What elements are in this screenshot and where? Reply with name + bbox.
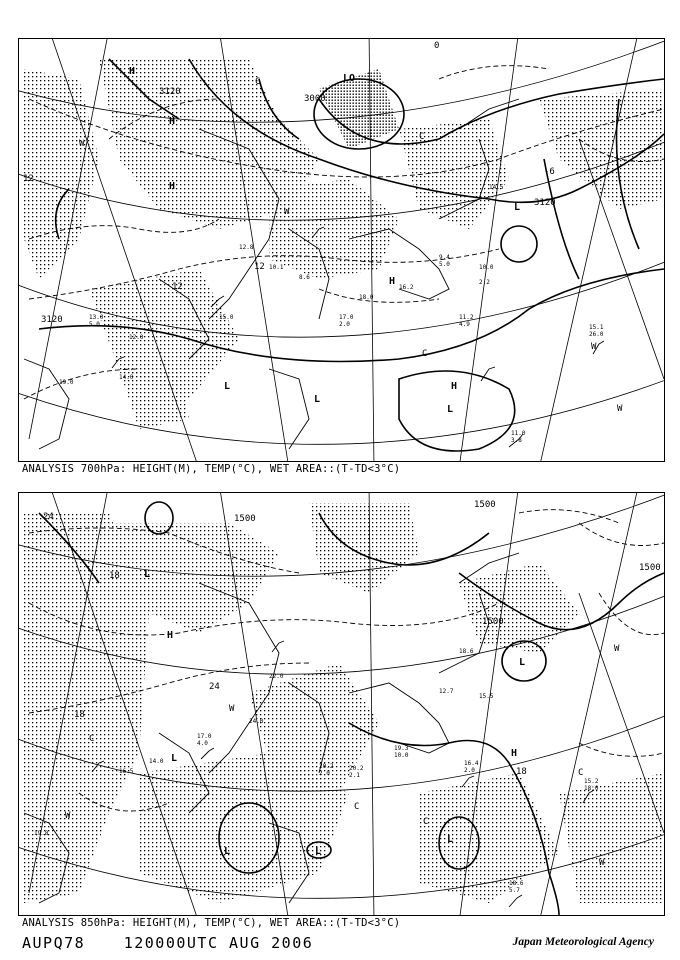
svg-text:15.1: 15.1 [589,324,604,331]
svg-text:5.0: 5.0 [89,321,100,328]
low-center: L [514,202,521,213]
contour-label: 1500 [482,617,504,627]
svg-text:5.7: 5.7 [509,887,520,894]
svg-text:17.0: 17.0 [339,314,354,321]
svg-text:8.6: 8.6 [299,274,310,281]
contour-label: 12 [172,282,183,292]
svg-text:19.8: 19.8 [34,830,49,837]
cold-center: C [419,132,425,142]
svg-text:24.0: 24.0 [249,718,264,725]
cold-center: C [578,768,584,778]
svg-text:10.0: 10.0 [479,264,494,271]
map-panel-700hpa [18,38,665,462]
contour-label: 1500 [639,563,661,573]
high-center: H [169,181,176,192]
high-center: H [167,630,174,641]
chart-title: AUPQ78 [22,934,86,952]
svg-text:20.2: 20.2 [349,765,364,772]
svg-text:3.8: 3.8 [511,437,522,444]
map-svg-850hpa [19,493,664,915]
svg-text:16.5: 16.5 [119,768,134,775]
contour-label: 24 [209,682,220,692]
low-center: L [315,846,322,857]
svg-text:19.0: 19.0 [59,379,74,386]
warm-center: W [65,811,71,821]
cold-center: C [89,734,95,744]
svg-text:2.0: 2.0 [464,767,475,774]
svg-text:15.5: 15.5 [479,693,494,700]
low-center: L [519,657,526,668]
warm-center: W [79,139,85,149]
contour-label: 3120 [159,87,181,97]
svg-text:10.0: 10.0 [394,752,409,759]
svg-text:4.9: 4.9 [459,321,470,328]
svg-text:2.1: 2.1 [349,772,360,779]
svg-text:2.0: 2.0 [339,321,350,328]
svg-text:2.2: 2.2 [479,279,490,286]
svg-text:17.0: 17.0 [197,733,212,740]
svg-text:18.0: 18.0 [359,294,374,301]
low-center: L [314,394,321,405]
wet-area-stipple [24,503,664,903]
low-center: L [224,381,231,392]
svg-text:2.0: 2.0 [319,770,330,777]
svg-text:14.0: 14.0 [149,758,164,765]
cold-center: C [354,802,360,812]
svg-text:16.4: 16.4 [464,760,479,767]
svg-text:11.0: 11.0 [511,430,526,437]
svg-text:26.0: 26.0 [589,331,604,338]
contour-label: 18 [516,767,527,777]
warm-center: W [617,404,623,414]
contour-label: 1500 [234,514,256,524]
warm-center: W [284,207,290,217]
svg-text:12.7: 12.7 [439,688,454,695]
low-center: L [447,404,454,415]
high-center: H [169,116,176,127]
map-panel-850hpa [18,492,665,916]
agency-name: Japan Meteorological Agency [512,936,654,948]
low-center: L [144,569,151,580]
svg-text:13.0: 13.0 [89,314,104,321]
contour-label: 18 [74,710,85,720]
contour-label: 24 [43,512,54,522]
svg-text:15.2: 15.2 [584,778,599,785]
warm-center: W [229,704,235,714]
cold-center: C [423,817,429,827]
low-center: L [171,753,178,764]
contour-label: -6 [544,167,555,177]
svg-text:14.0: 14.0 [119,374,134,381]
svg-text:4.0: 4.0 [197,740,208,747]
contour-label: 3120 [41,315,63,325]
svg-text:22.0: 22.0 [269,673,284,680]
warm-center: W [614,644,620,654]
warm-center: W [599,858,605,868]
contour-label: 3120 [534,198,556,208]
svg-text:18.6: 18.6 [459,648,474,655]
contour-label: 0 [434,41,440,51]
contour-label: 18 [109,571,120,581]
warm-center: W [591,342,597,352]
svg-text:20.2: 20.2 [319,763,334,770]
svg-text:18.0: 18.0 [584,785,599,792]
low-center: L [447,834,454,845]
svg-text:12.8: 12.8 [239,244,254,251]
high-center: H [451,381,458,392]
high-center: H [511,748,518,759]
caption-850hpa: ANALYSIS 850hPa: HEIGHT(M), TEMP(°C), WET AREA::(T-TD<3°C) [22,917,401,929]
svg-text:12.0: 12.0 [129,334,144,341]
svg-text:10.1: 10.1 [269,264,284,271]
high-center: H [129,66,136,77]
contour-label: 1500 [474,500,496,510]
low-center: L [224,846,231,857]
issue-time: 120000UTC AUG 2006 [123,934,314,952]
caption-700hpa: ANALYSIS 700hPa: HEIGHT(M), TEMP(°C), WET AREA::(T-TD<3°C) [22,463,401,475]
contour-label: 3000 [304,94,326,104]
svg-text:9.4: 9.4 [439,254,450,261]
svg-text:11.2: 11.2 [459,314,474,321]
chart-footer [22,934,341,952]
contour-label: 12 [254,262,265,272]
svg-text:14.5: 14.5 [489,184,504,191]
cold-center: C [255,77,261,87]
svg-text:15.0: 15.0 [219,314,234,321]
map-svg-700hpa [19,39,664,461]
svg-text:18.6: 18.6 [509,880,524,887]
low-center: LO [343,73,356,84]
svg-text:5.0: 5.0 [439,261,450,268]
svg-text:19.3: 19.3 [394,745,409,752]
cold-center: C [422,349,428,359]
svg-text:16.2: 16.2 [399,284,414,291]
high-center: H [389,276,396,287]
contour-label: 12 [23,174,34,184]
